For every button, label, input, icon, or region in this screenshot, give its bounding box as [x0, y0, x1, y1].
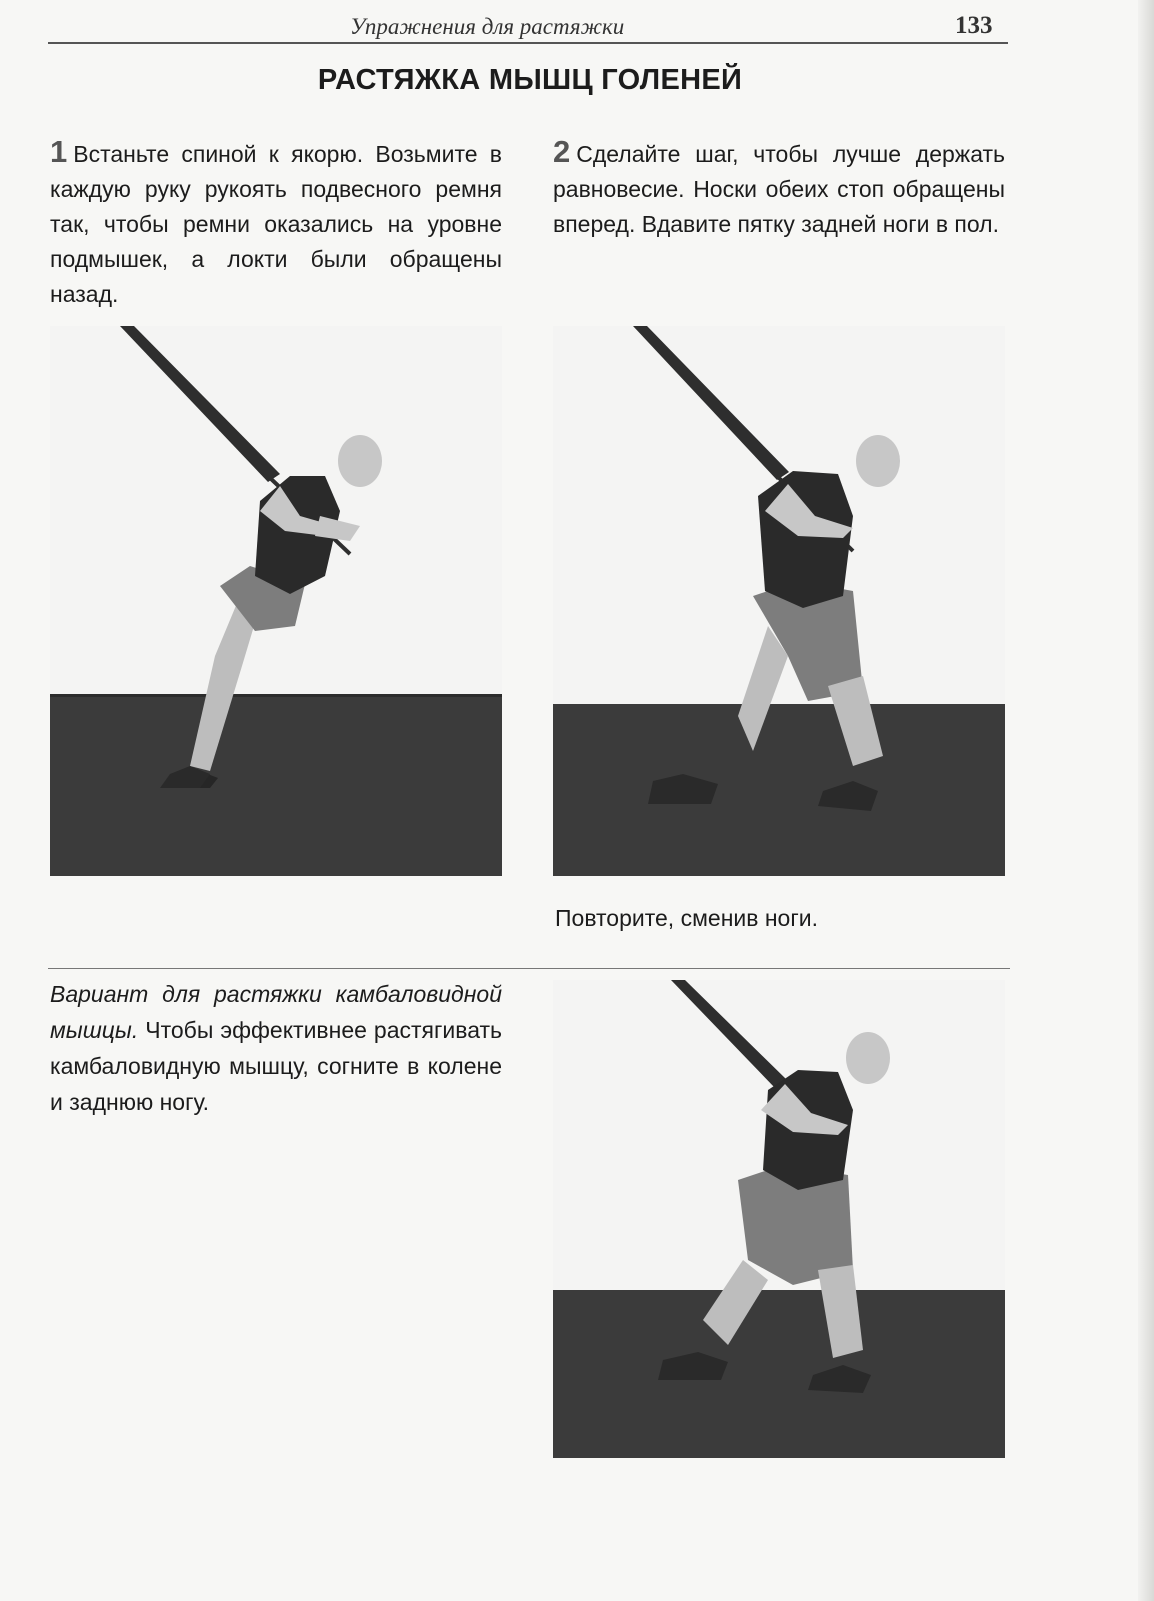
step-1-text: Встаньте спиной к якорю. Возьмите в каждую руку рукоять подвесного ремня так, чтобы ремни оказались на уровне подмышек, а локти были обращены назад.	[50, 141, 502, 307]
photo-step-1	[50, 326, 502, 876]
section-divider	[48, 968, 1010, 969]
photo-variant	[553, 980, 1005, 1458]
step-1-number: 1	[50, 134, 68, 169]
page-spine	[1138, 0, 1154, 1601]
step-2-text: Сделайте шаг, чтобы лучше держать равновесие. Носки обеих стоп обращены вперед. Вдавите пятку задней ноги в пол.	[553, 141, 1005, 237]
page-number: 133	[955, 12, 993, 39]
variant-text	[50, 976, 502, 1120]
variant-body: Чтобы эффективнее растягивать камбаловидную мышцу, согните в колене и заднюю ногу.	[50, 1017, 502, 1115]
photo-step-2	[553, 326, 1005, 876]
step-2-number: 2	[553, 134, 571, 169]
page-title: РАСТЯЖКА МЫШЦ ГОЛЕНЕЙ	[317, 64, 743, 96]
header-rule	[48, 42, 1008, 44]
repeat-note: Повторите, сменив ноги.	[555, 905, 818, 931]
step-1	[50, 134, 502, 312]
variant-lead: Вариант для растяжки камбаловидной мышцы.	[50, 981, 502, 1043]
running-title: Упражнения для растяжки	[350, 14, 625, 39]
step-2	[553, 134, 1005, 242]
